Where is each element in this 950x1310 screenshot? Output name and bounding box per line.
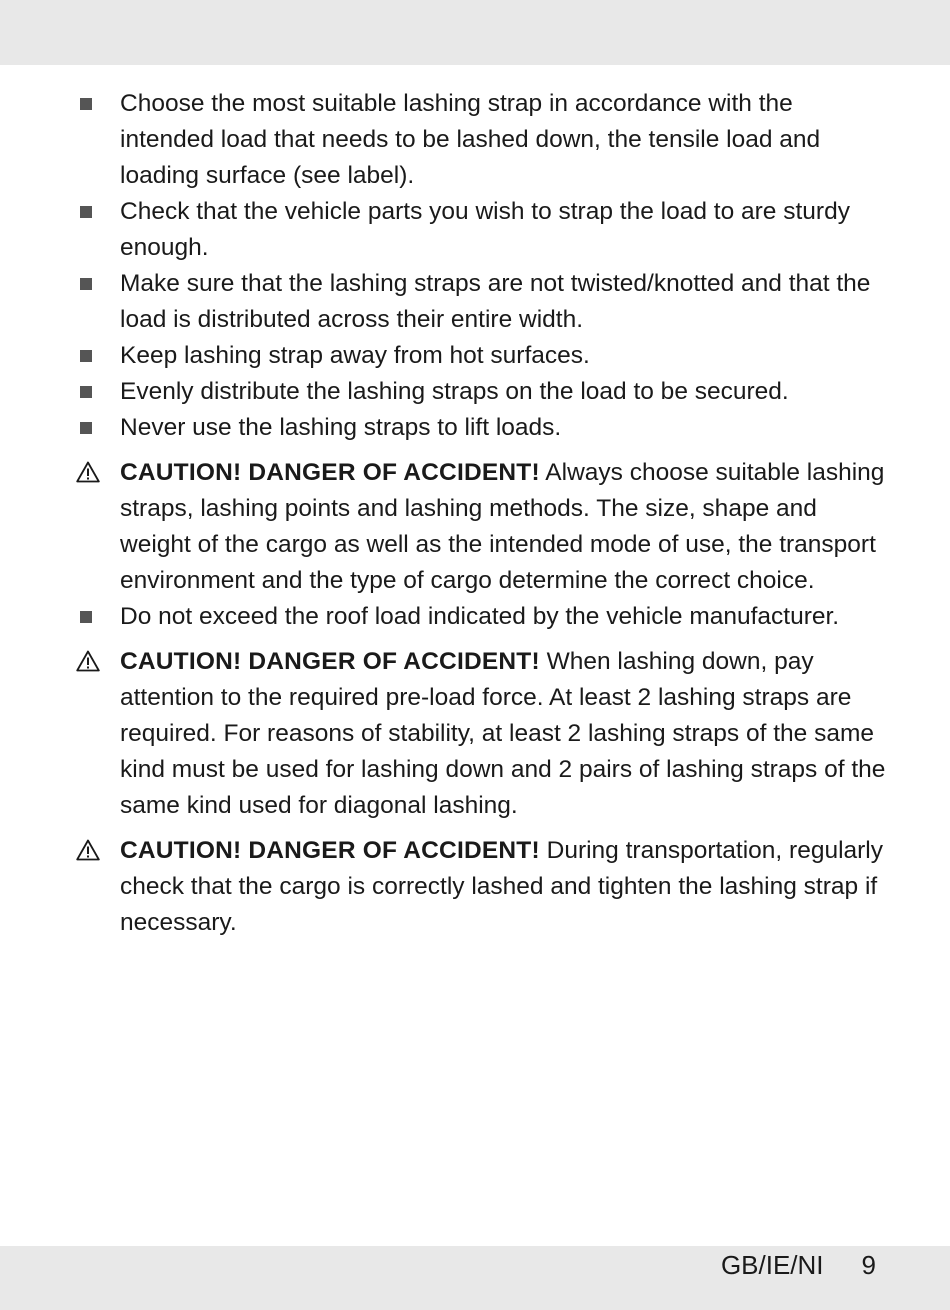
caution-item: [76, 644, 886, 824]
header-band: [0, 0, 950, 65]
square-bullet-icon: [80, 611, 92, 623]
caution-item: [76, 833, 886, 941]
list-item: [76, 338, 886, 374]
item-text: Make sure that the lashing straps are not twisted/knotted and that the load is distributed across their entire width.: [120, 270, 871, 333]
caution-heading: CAUTION! DANGER OF ACCIDENT!: [120, 648, 540, 675]
square-bullet-icon: [80, 98, 92, 110]
square-bullet-icon: [80, 206, 92, 218]
warning-triangle-icon: [76, 839, 100, 861]
caution-text: When lashing down, pay attention to the required pre-load force. At least 2 lashing straps are required. For reasons of stability, at least 2 lashing straps of the same kind must be used for lashing down and 2 pairs of lashing straps of the same kind used for diagonal lashing.: [120, 648, 886, 819]
list-item: [76, 86, 886, 194]
page-number: 9: [861, 1250, 876, 1280]
list-item: [76, 374, 886, 410]
square-bullet-icon: [80, 350, 92, 362]
item-text: Keep lashing strap away from hot surfaces.: [120, 342, 590, 369]
item-text: Never use the lashing straps to lift loads.: [120, 414, 562, 441]
square-bullet-icon: [80, 422, 92, 434]
list-item: [76, 410, 886, 446]
caution-heading: CAUTION! DANGER OF ACCIDENT!: [120, 459, 540, 486]
caution-text: Always choose suitable lashing straps, lashing points and lashing methods. The size, shape and weight of the cargo as well as the intended mode of use, the transport environment and the type of cargo determine the correct choice.: [120, 459, 885, 594]
list-item: [76, 599, 886, 635]
item-text: Do not exceed the roof load indicated by the vehicle manufacturer.: [120, 603, 840, 630]
square-bullet-icon: [80, 278, 92, 290]
caution-text: During transportation, regularly check that the cargo is correctly lashed and tighten the lashing strap if necessary.: [120, 837, 883, 936]
item-text: Evenly distribute the lashing straps on the load to be secured.: [120, 378, 789, 405]
caution-heading: CAUTION! DANGER OF ACCIDENT!: [120, 837, 540, 864]
page-footer: [721, 1247, 876, 1283]
warning-triangle-icon: [76, 650, 100, 672]
item-text: Choose the most suitable lashing strap in accordance with the intended load that needs to be lashed down, the tensile load and loading surface (see label).: [120, 90, 821, 189]
caution-item: [76, 455, 886, 599]
region-code: GB/IE/NI: [720, 1250, 824, 1280]
instruction-list: [76, 86, 886, 941]
warning-triangle-icon: [76, 461, 100, 483]
list-item: [76, 266, 886, 338]
square-bullet-icon: [80, 386, 92, 398]
list-item: [76, 194, 886, 266]
item-text: Check that the vehicle parts you wish to strap the load to are sturdy enough.: [120, 198, 850, 261]
